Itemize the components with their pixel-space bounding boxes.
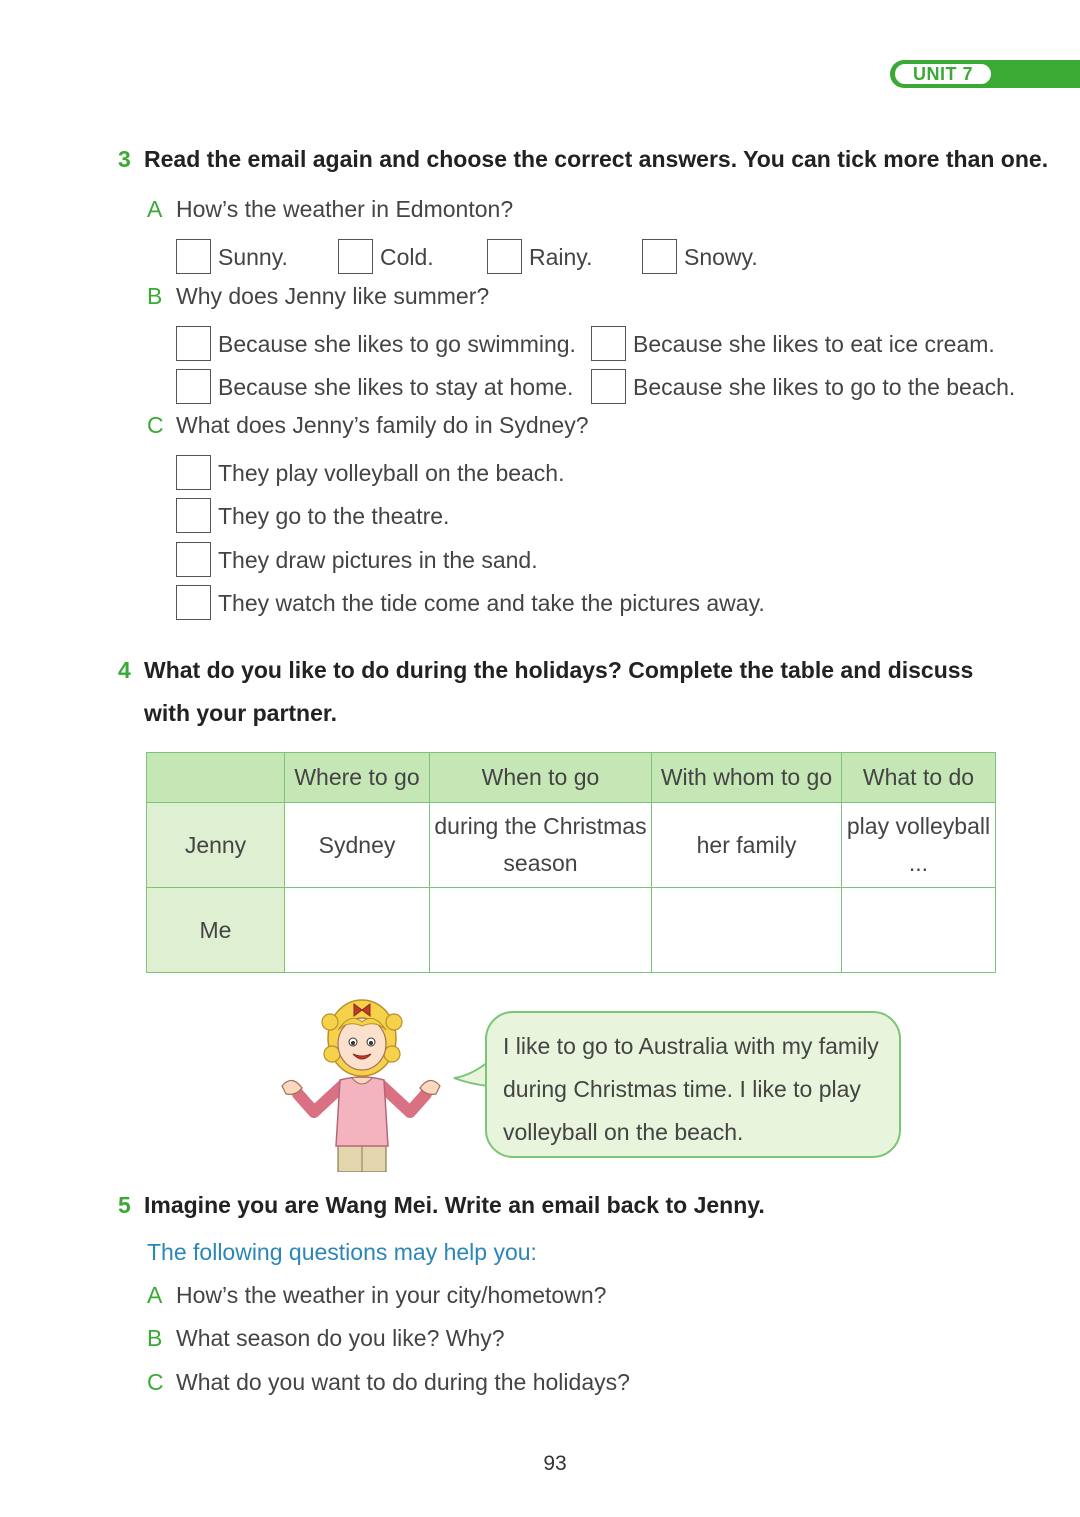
speech-line: volleyball on the beach.	[503, 1119, 744, 1145]
cell-what-line1: play volleyball	[846, 813, 991, 839]
table-header-where: Where to go	[285, 753, 430, 803]
option-label: Because she likes to go to the beach.	[633, 374, 1016, 400]
option-label: They draw pictures in the sand.	[218, 547, 538, 573]
option-label: They watch the tide come and take the pictures away.	[218, 590, 765, 616]
option-label: They go to the theatre.	[218, 503, 450, 529]
girl-illustration	[276, 994, 446, 1172]
checkbox-rainy[interactable]	[487, 239, 522, 274]
question-text: What does Jenny’s family do in Sydney?	[176, 412, 589, 438]
row-name: Jenny	[147, 803, 285, 888]
help-text: The following questions may help you:	[147, 1239, 537, 1265]
cell-when-input[interactable]	[430, 888, 652, 973]
option-label: Cold.	[380, 244, 434, 270]
option-label: Snowy.	[684, 244, 758, 270]
section-4-instruction-cont: with your partner.	[144, 700, 337, 726]
cell-whom-input[interactable]	[652, 888, 842, 973]
question-letter: B	[147, 283, 163, 309]
speech-bubble	[485, 1011, 901, 1158]
option-label: Sunny.	[218, 244, 288, 270]
cell-where-input[interactable]	[285, 888, 430, 973]
question-text: How’s the weather in your city/hometown?	[176, 1282, 607, 1308]
checkbox-beach[interactable]	[591, 369, 626, 404]
page-number: 93	[543, 1452, 567, 1475]
speech-line: during Christmas time. I like to play	[503, 1076, 861, 1102]
section-5-instruction: Imagine you are Wang Mei. Write an email back to Jenny.	[144, 1192, 765, 1218]
checkbox-cold[interactable]	[338, 239, 373, 274]
option-label: Because she likes to eat ice cream.	[633, 331, 995, 357]
question-letter: B	[147, 1325, 163, 1351]
option-label: Because she likes to stay at home.	[218, 374, 574, 400]
checkbox-stay-home[interactable]	[176, 369, 211, 404]
question-letter: A	[147, 1282, 163, 1308]
table-header-whom: With whom to go	[652, 753, 842, 803]
table-row	[147, 803, 996, 888]
table-header-when: When to go	[430, 753, 652, 803]
checkbox-ice-cream[interactable]	[591, 326, 626, 361]
cell-whom: her family	[652, 803, 842, 888]
speech-line: I like to go to Australia with my family	[503, 1033, 879, 1059]
question-text: What do you want to do during the holidays?	[176, 1369, 630, 1395]
section-5-number: 5	[118, 1192, 131, 1218]
question-letter: C	[147, 412, 164, 438]
checkbox-theatre[interactable]	[176, 498, 211, 533]
question-letter: C	[147, 1369, 164, 1395]
section-3-number: 3	[118, 146, 131, 172]
table-row	[147, 888, 996, 973]
cell-what-line2: ...	[908, 850, 929, 876]
question-text: How’s the weather in Edmonton?	[176, 196, 514, 222]
section-4-instruction: What do you like to do during the holidays? Complete the table and discuss	[144, 657, 974, 683]
section-3-instruction: Read the email again and choose the correct answers. You can tick more than one.	[144, 146, 1049, 172]
checkbox-snowy[interactable]	[642, 239, 677, 274]
cell-what-input[interactable]	[842, 888, 996, 973]
checkbox-swimming[interactable]	[176, 326, 211, 361]
cell-where: Sydney	[285, 803, 430, 888]
table-header-corner	[147, 753, 285, 803]
option-label: They play volleyball on the beach.	[218, 460, 565, 486]
checkbox-watch-tide[interactable]	[176, 585, 211, 620]
question-text: Why does Jenny like summer?	[176, 283, 490, 309]
cell-when-line2: season	[503, 850, 578, 876]
checkbox-sunny[interactable]	[176, 239, 211, 274]
table-header-what: What to do	[842, 753, 996, 803]
cell-when-line1: during the Christmas	[434, 813, 647, 839]
option-label: Rainy.	[529, 244, 593, 270]
holiday-table	[146, 752, 996, 973]
question-text: What season do you like? Why?	[176, 1325, 505, 1351]
cell-when	[430, 803, 652, 888]
section-4-number: 4	[118, 657, 131, 683]
checkbox-draw-pictures[interactable]	[176, 542, 211, 577]
question-letter: A	[147, 196, 163, 222]
table-header-row	[147, 753, 996, 803]
row-name: Me	[147, 888, 285, 973]
checkbox-volleyball[interactable]	[176, 455, 211, 490]
option-label: Because she likes to go swimming.	[218, 331, 576, 357]
unit-label: UNIT 7	[893, 62, 993, 86]
cell-what	[842, 803, 996, 888]
